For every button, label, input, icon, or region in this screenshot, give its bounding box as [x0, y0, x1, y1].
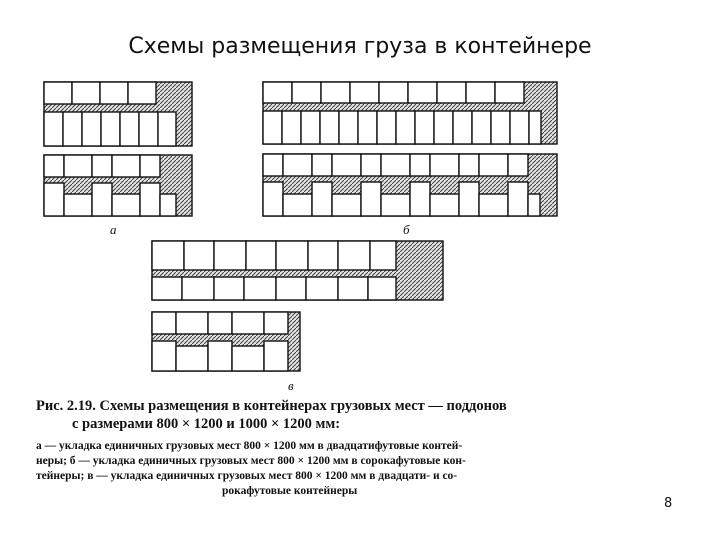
scheme-a-top [44, 82, 192, 146]
scheme-v-top [152, 241, 443, 300]
figure-caption [36, 398, 571, 499]
scheme-b-bottom [263, 154, 557, 216]
page-title: Схемы размещения груза в контейнере [128, 34, 592, 59]
scheme-a-bottom [44, 155, 192, 216]
caption-note-line-4: рокафутовые контейнеры [222, 485, 358, 497]
caption-note-line-2: неры; б — укладка единичных грузовых мест 800 × 1200 мм в сорокафутовые кон- [36, 455, 466, 467]
scheme-b-top [263, 82, 557, 144]
caption-line-2: с размерами 800 × 1200 и 1000 × 1200 мм: [72, 416, 341, 432]
page-number: 8 [664, 496, 673, 511]
caption-note-line-3: тейнеры; в — укладка единичных грузовых мест 800 × 1200 мм в двадцати- и со- [36, 470, 458, 482]
caption-line-1: Рис. 2.19. Схемы размещения в контейнерах грузовых мест — поддонов [36, 398, 507, 414]
caption-note-line-1: а — укладка единичных грузовых мест 800 × 1200 мм в двадцатифутовые контей- [36, 440, 463, 452]
scheme-v-label: в [288, 378, 294, 393]
scheme-v-bottom [152, 312, 300, 371]
scheme-b-label: б [403, 222, 410, 237]
scheme-a-label: а [110, 222, 117, 237]
